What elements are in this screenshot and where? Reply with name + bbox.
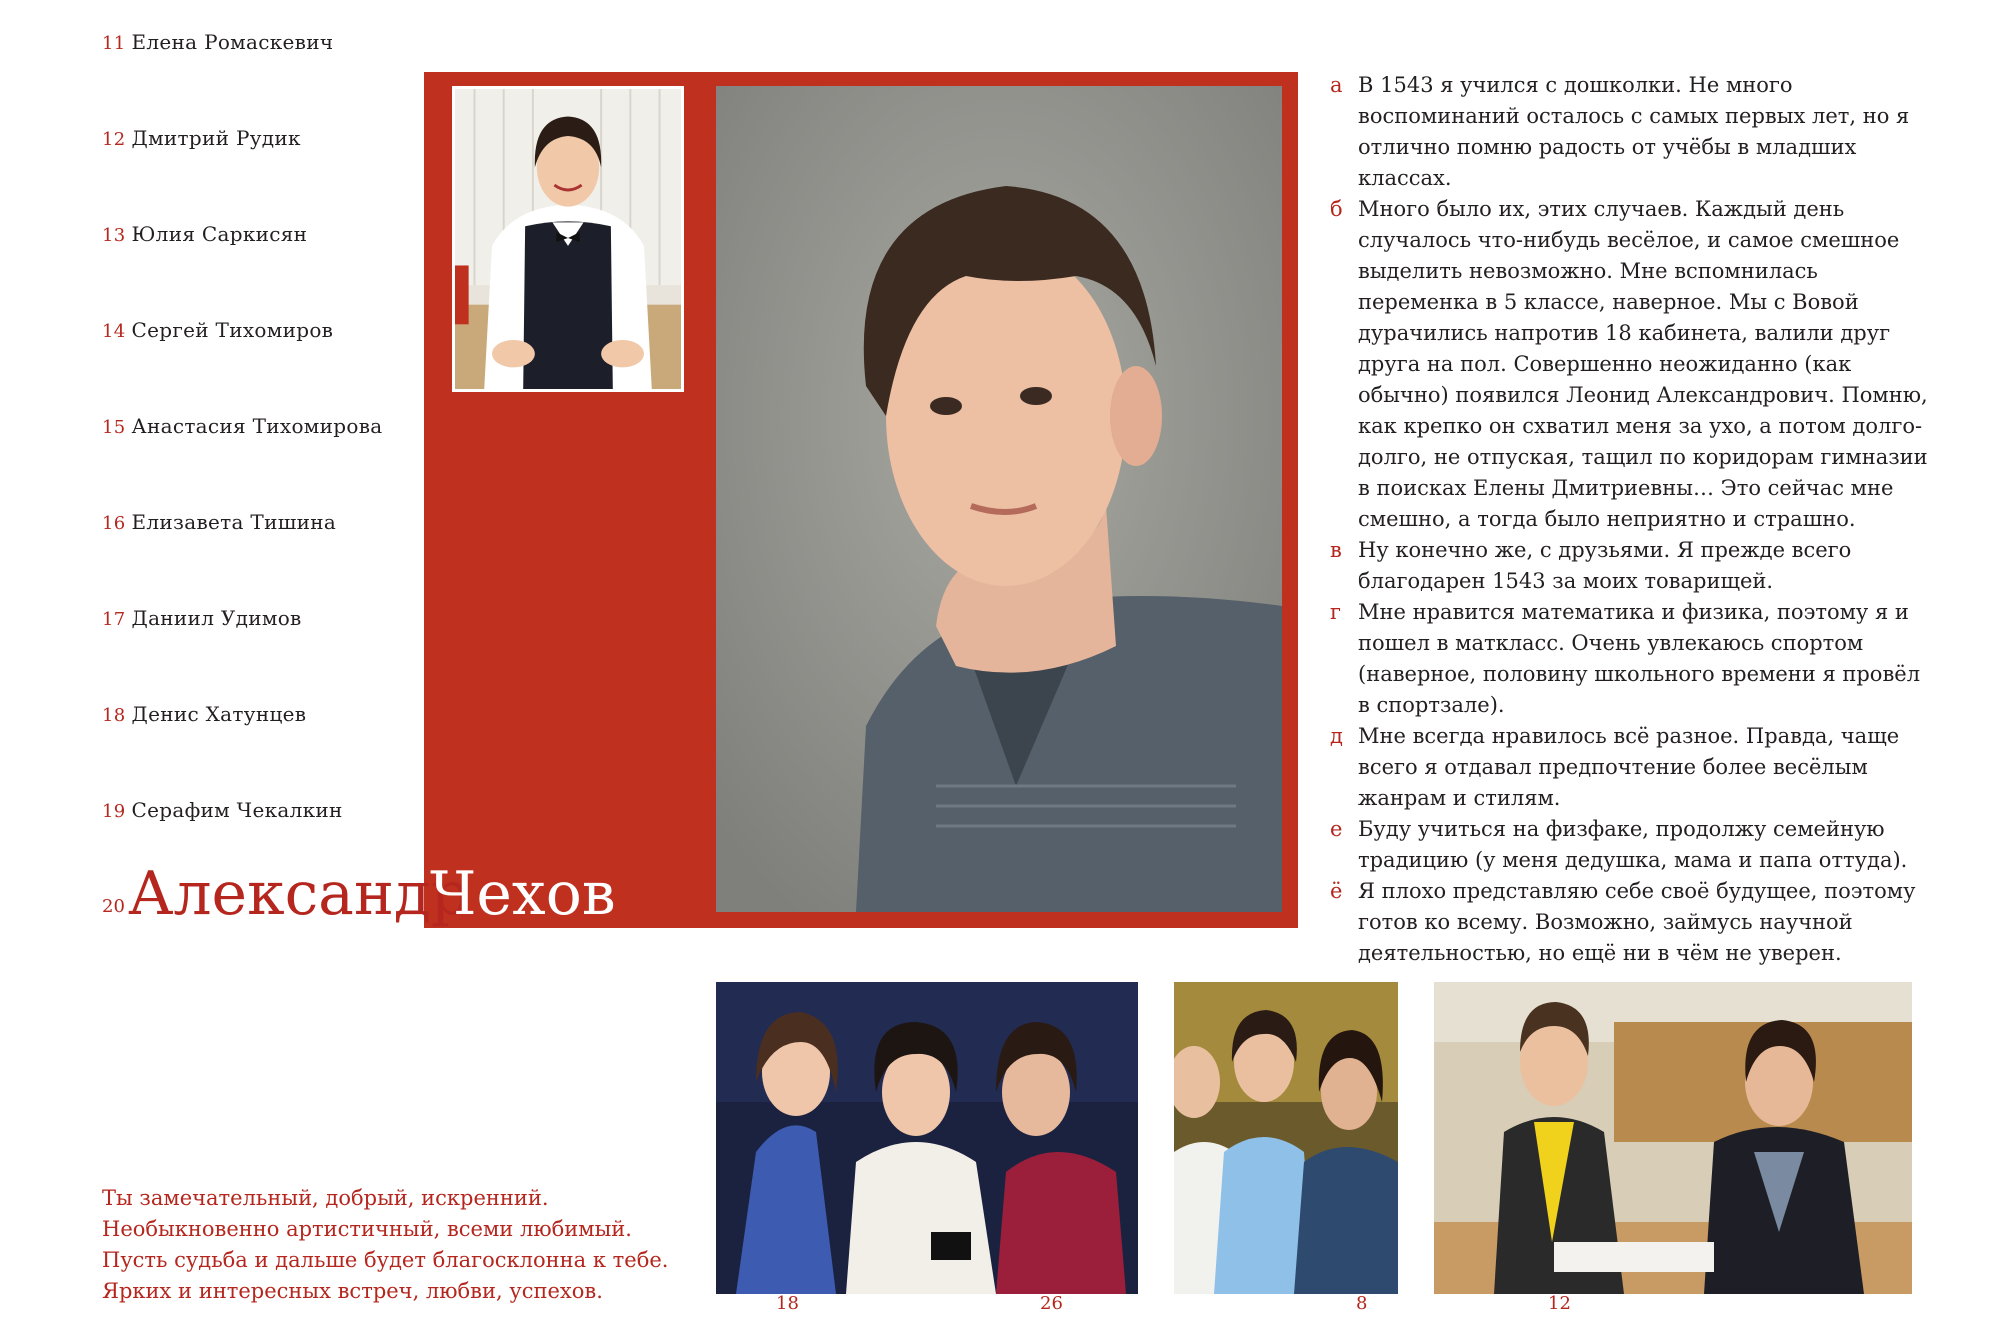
photo-caption: 12: [1548, 1293, 1571, 1314]
roster-number: 16: [102, 513, 126, 534]
roster-item: [102, 222, 307, 246]
answer-text: Мне нравится математика и физика, поэтому я и пошел в маткласс. Очень увлекаюсь спортом (наверное, половину школьного времени я провёл в спортзале).: [1358, 600, 1921, 717]
answer-letter: ё: [1330, 879, 1343, 903]
roster-name: Юлия Саркисян: [131, 222, 308, 246]
photo-caption: 26: [1040, 1293, 1063, 1314]
roster-item: [102, 510, 336, 534]
roster-number: 19: [102, 801, 126, 822]
group-photo-stage: [716, 982, 1138, 1294]
roster-item: [102, 126, 301, 150]
answer-letter: г: [1330, 600, 1342, 624]
answer-letter: в: [1330, 538, 1342, 562]
answer-item: [1330, 721, 1930, 814]
student-last-name: Чехов: [430, 859, 616, 929]
questionnaire-answers: [1330, 70, 1930, 969]
answer-item: [1330, 70, 1930, 194]
roster-item: [102, 702, 306, 726]
answer-item: [1330, 597, 1930, 721]
answer-text: Буду учиться на физфаке, продолжу семейную традицию (у меня дедушка, мама и папа оттуда).: [1358, 817, 1908, 872]
farewell-wish: Ты замечательный, добрый, искренний. Необыкновенно артистичный, всеми любимый. Пусть судьба и дальше будет благосклонна к тебе. Ярких и интересных встреч, любви, успехов.: [102, 1186, 669, 1303]
roster-name: Сергей Тихомиров: [131, 318, 334, 342]
childhood-photo: [452, 86, 684, 392]
roster-number: 14: [102, 321, 126, 342]
student-first-name: Александр: [128, 859, 470, 929]
roster-number: 12: [102, 129, 126, 150]
answer-item: [1330, 876, 1930, 969]
answer-item: [1330, 814, 1930, 876]
roster-number: 18: [102, 705, 126, 726]
roster-item: [102, 798, 343, 822]
roster-number: 15: [102, 417, 126, 438]
answer-item: [1330, 535, 1930, 597]
roster-item: [102, 30, 333, 54]
answer-letter: е: [1330, 817, 1343, 841]
roster-name: Серафим Чекалкин: [131, 798, 343, 822]
roster-name: Елена Ромаскевич: [131, 30, 334, 54]
answer-text: Много было их, этих случаев. Каждый день случалось что-нибудь весёлое, и самое смешное выделить невозможно. Мне вспомнилась переменка в 5 классе, наверное. Мы с Вовой дурачились напротив 18 кабинета, валили друг друга на пол. Совершенно неожиданно (как обычно) появился Леонид Александрович. Помню, как крепко он схватил меня за ухо, а потом долго-долго, не отпуская, тащил по коридорам гимназии в поисках Елены Дмитриевны… Это сейчас мне смешно, а тогда было неприятно и страшно.: [1358, 197, 1928, 531]
answer-text: Я плохо представляю себе своё будущее, поэтому готов ко всему. Возможно, займусь научной деятельностью, но ещё ни в чём не уверен.: [1358, 879, 1916, 965]
roster-name: Даниил Удимов: [131, 606, 302, 630]
roster-number: 17: [102, 609, 126, 630]
roster-name: Анастасия Тихомирова: [131, 414, 383, 438]
answer-text: В 1543 я учился с дошколки. Не много воспоминаний осталось с самых первых лет, но я отлично помню радость от учёбы в младших классах.: [1358, 73, 1910, 190]
roster-name: Денис Хатунцев: [131, 702, 307, 726]
classroom-photo: [1434, 982, 1912, 1294]
roster-item: [102, 606, 302, 630]
photo-caption: 18: [776, 1293, 799, 1314]
answer-letter: б: [1330, 197, 1343, 221]
photo-caption: 8: [1356, 1293, 1368, 1314]
roster-number: 13: [102, 225, 126, 246]
answer-text: Ну конечно же, с друзьями. Я прежде всего благодарен 1543 за моих товарищей.: [1358, 538, 1852, 593]
answer-letter: а: [1330, 73, 1343, 97]
roster-item: [102, 318, 333, 342]
answer-item: [1330, 194, 1930, 535]
portrait-photo: [716, 86, 1282, 912]
answer-text: Мне всегда нравилось всё разное. Правда, чаще всего я отдавал предпочтение более весёлым жанрам и стилям.: [1358, 724, 1900, 810]
roster-name: Елизавета Тишина: [131, 510, 337, 534]
roster-item: [102, 414, 383, 438]
group-photo-forest: [1174, 982, 1398, 1294]
roster-name: Дмитрий Рудик: [131, 126, 301, 150]
student-number: 20: [102, 896, 125, 917]
roster-number: 11: [102, 33, 126, 54]
answer-letter: д: [1330, 724, 1343, 748]
